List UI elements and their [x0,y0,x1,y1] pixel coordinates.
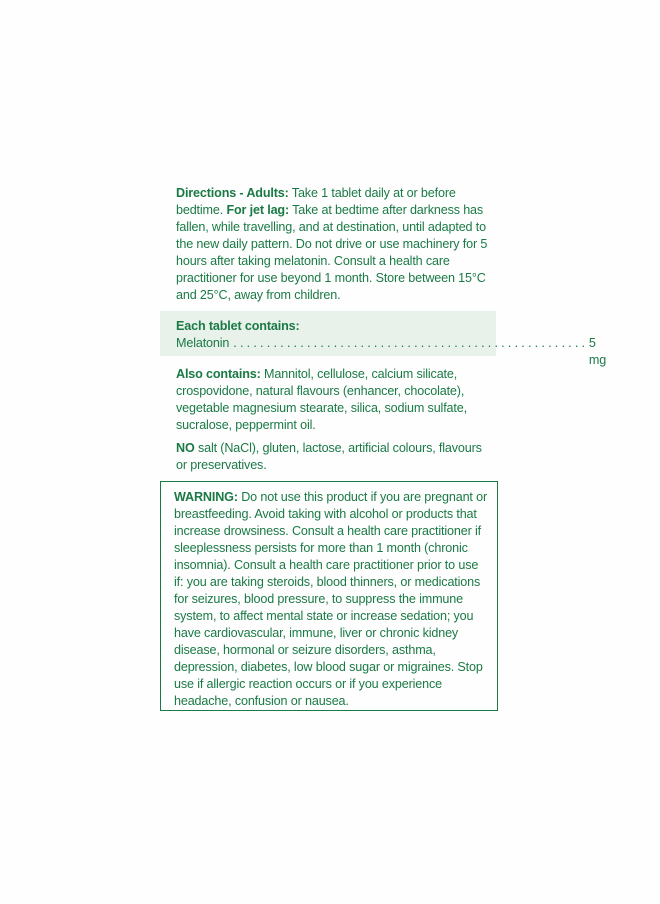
ingredient-row [176,335,607,369]
also-contains-paragraph [176,366,494,434]
tablet-contents-box [160,311,607,367]
leader-dots: . . . . . . . . . . . . . . . . . . . . . . . . . . . . . . . . . . . . . . . . . . . . . . . . . . . . . [233,336,585,350]
warning-text: Do not use this product if you are pregnant or breastfeeding. Avoid taking with alcohol or products that increase drowsiness. Consult a health care practitioner if sleeplessness persists for more than 1 month (chronic insomnia). Consult a health care practitioner prior to use if: you are taking steroids, blood thinners, or medications for seizures, blood pressure, to suppress the immune system, to affect mental state or increase sedation; you have cardiovascular, immune, liver or chronic kidney disease, hormonal or seizure disorders, asthma, depression, diabetes, low blood sugar or migraines. Stop use if allergic reaction occurs or if you experience headache, confusion or nausea. [174,490,488,708]
free-from-paragraph [176,440,494,474]
also-contains-text: Mannitol, cellulose, calcium silicate, crospovidone, natural flavours (enhancer, chocolate), vegetable magnesium stearate, silica, sodium sulfate, sucralose, peppermint oil. [176,367,467,432]
directions-paragraph [176,185,494,304]
also-contains-label: Also contains: [176,367,261,381]
contents-title: Each tablet contains: [176,319,300,333]
warning-paragraph [174,489,490,710]
warning-label: WARNING: [174,490,238,504]
free-from-label: NO [176,441,195,455]
free-from-text: salt (NaCl), gluten, lactose, artificial colours, flavours or preservatives. [176,441,482,472]
ingredient-name: Melatonin [176,336,230,350]
directions-label: Directions - Adults: [176,186,289,200]
ingredient-amount: 5 mg [588,336,607,367]
warning-box [160,481,498,711]
directions-text: Take 1 tablet daily at or before bedtime. [176,186,456,217]
jet-lag-text: Take at bedtime after darkness has fallen, while travelling, and at destination, until adapted to the new daily pattern. Do not drive or use machinery for 5 hours after taking melatonin. Consult a health care practitioner for use beyond 1 month. Store between 15°C and 25°C, away from children. [176,203,488,302]
jet-lag-label: For jet lag: [226,203,290,217]
